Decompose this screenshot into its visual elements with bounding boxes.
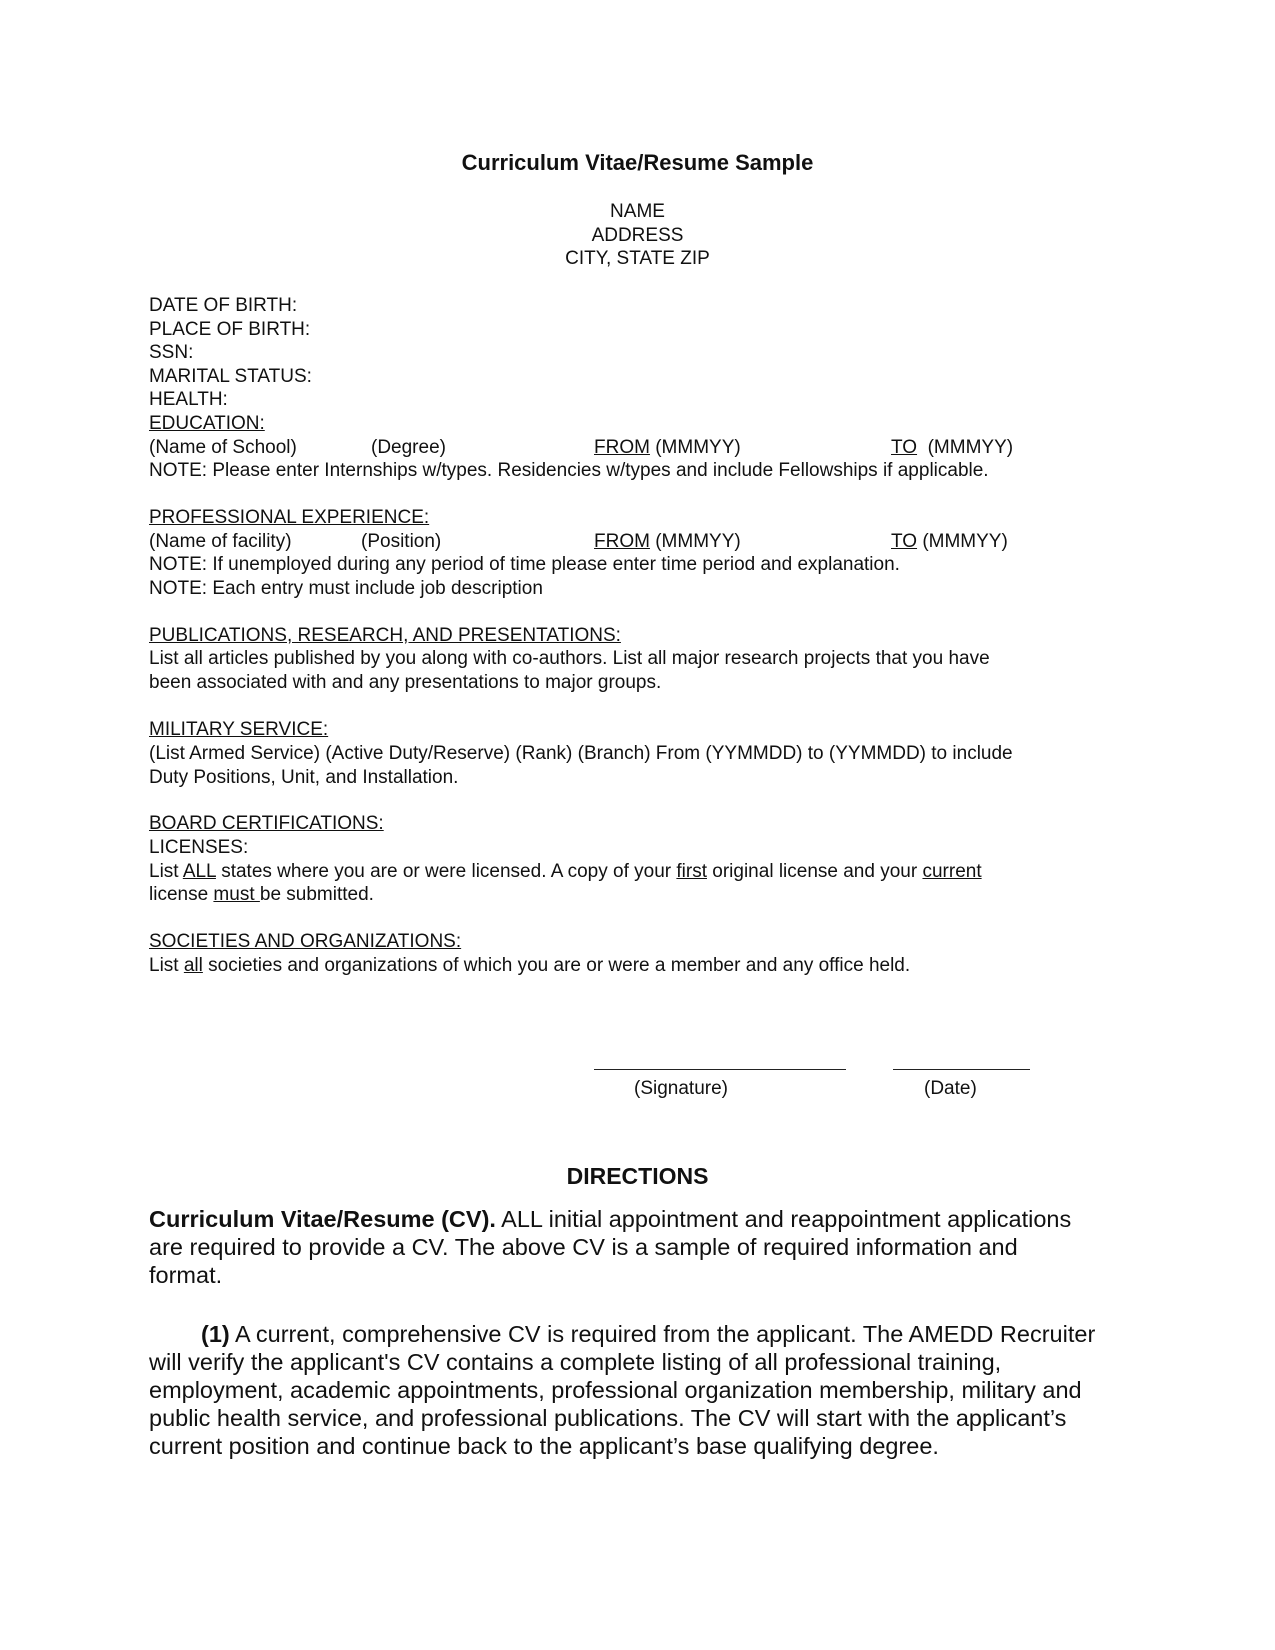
- document-title: Curriculum Vitae/Resume Sample: [461, 150, 814, 175]
- date-label: (Date): [924, 1078, 977, 1099]
- field-date-of-birth: DATE OF BIRTH:: [149, 295, 298, 316]
- publications-line-2: been associated with and any presentations to major groups.: [149, 672, 662, 693]
- directions-cv-heading: Curriculum Vitae/Resume (CV).: [149, 1206, 496, 1232]
- education-to: [891, 436, 1013, 460]
- education-from-label: FROM: [594, 437, 650, 458]
- military-line-2: Duty Positions, Unit, and Installation.: [149, 767, 459, 788]
- header-city-state-zip: CITY, STATE ZIP: [565, 248, 710, 269]
- societies-text-b: societies and organizations of which you are or were a member and any office held.: [202, 955, 911, 976]
- societies-all-emphasis: all: [183, 955, 203, 976]
- education-note: NOTE: Please enter Internships w/types. Residencies w/types and include Fellowships if applicable.: [149, 460, 989, 481]
- experience-facility: (Name of facility): [149, 531, 292, 552]
- directions-paragraph-1: [149, 1320, 1109, 1460]
- experience-from-label: FROM: [594, 531, 650, 552]
- licenses-text-e: be submitted.: [259, 884, 374, 905]
- education-from: [594, 436, 741, 460]
- field-place-of-birth: PLACE OF BIRTH:: [149, 319, 311, 340]
- licenses-line-1: [149, 860, 982, 884]
- licenses-label: LICENSES:: [149, 837, 249, 858]
- education-heading: EDUCATION:: [149, 413, 265, 434]
- experience-to: [891, 530, 1008, 554]
- licenses-current-emphasis: current: [922, 861, 982, 882]
- societies-heading: SOCIETIES AND ORGANIZATIONS:: [149, 931, 462, 952]
- licenses-text-d: license: [149, 884, 214, 905]
- directions-p1-number: (1): [201, 1321, 230, 1347]
- education-degree: (Degree): [371, 437, 446, 458]
- experience-to-format: (MMMYY): [922, 531, 1008, 552]
- field-marital-status: MARITAL STATUS:: [149, 366, 312, 387]
- societies-text-a: List: [149, 955, 184, 976]
- field-health: HEALTH:: [149, 389, 228, 410]
- experience-from-format: (MMMYY): [655, 531, 741, 552]
- directions-cv-text: ALL initial appointment and reappointment applications are required to provide a CV. The above CV is a sample of required information and format.: [149, 1206, 1072, 1288]
- licenses-first-emphasis: first: [676, 861, 707, 882]
- education-from-format: (MMMYY): [655, 437, 741, 458]
- military-line-1: (List Armed Service) (Active Duty/Reserve) (Rank) (Branch) From (YYMMDD) to (YYMMDD) to include: [149, 743, 1013, 764]
- education-school: (Name of School): [149, 437, 297, 458]
- military-heading: MILITARY SERVICE:: [149, 719, 329, 740]
- licenses-line-2: [149, 883, 374, 907]
- experience-position: (Position): [361, 531, 442, 552]
- experience-note-unemployed: NOTE: If unemployed during any period of time please enter time period and explanation.: [149, 554, 900, 575]
- directions-title: DIRECTIONS: [566, 1163, 709, 1189]
- experience-heading: PROFESSIONAL EXPERIENCE:: [149, 507, 430, 528]
- experience-note-description: NOTE: Each entry must include job description: [149, 578, 543, 599]
- board-certifications-heading: BOARD CERTIFICATIONS:: [149, 813, 384, 834]
- field-ssn: SSN:: [149, 342, 194, 363]
- signature-line: [594, 1069, 846, 1070]
- header-name: NAME: [610, 201, 665, 222]
- experience-to-label: TO: [891, 531, 918, 552]
- licenses-all-emphasis: ALL: [182, 861, 216, 882]
- header-address: ADDRESS: [591, 225, 684, 246]
- education-to-format: (MMMYY): [927, 437, 1014, 458]
- experience-from: [594, 530, 741, 554]
- directions-p1-text: A current, comprehensive CV is required from the applicant. The AMEDD Recruiter will verify the applicant's CV contains a complete listing of all professional training, employment, academic appointments, professional organization membership, military and public health service, and professional publications. The CV will start with the applicant’s current position and continue back to the applicant’s base qualifying degree.: [149, 1321, 1096, 1459]
- education-to-label: TO: [891, 437, 918, 458]
- date-line: [893, 1069, 1030, 1070]
- licenses-text-a: List: [149, 861, 183, 882]
- licenses-must-emphasis: must: [213, 884, 260, 905]
- societies-line: [149, 954, 910, 978]
- publications-heading: PUBLICATIONS, RESEARCH, AND PRESENTATIONS:: [149, 625, 621, 646]
- directions-cv-paragraph: [149, 1205, 1079, 1289]
- licenses-text-c: original license and your: [707, 861, 923, 882]
- signature-label: (Signature): [634, 1078, 728, 1099]
- publications-line-1: List all articles published by you along with co-authors. List all major research projects that you have: [149, 648, 990, 669]
- licenses-text-b: states where you are or were licensed. A copy of your: [215, 861, 677, 882]
